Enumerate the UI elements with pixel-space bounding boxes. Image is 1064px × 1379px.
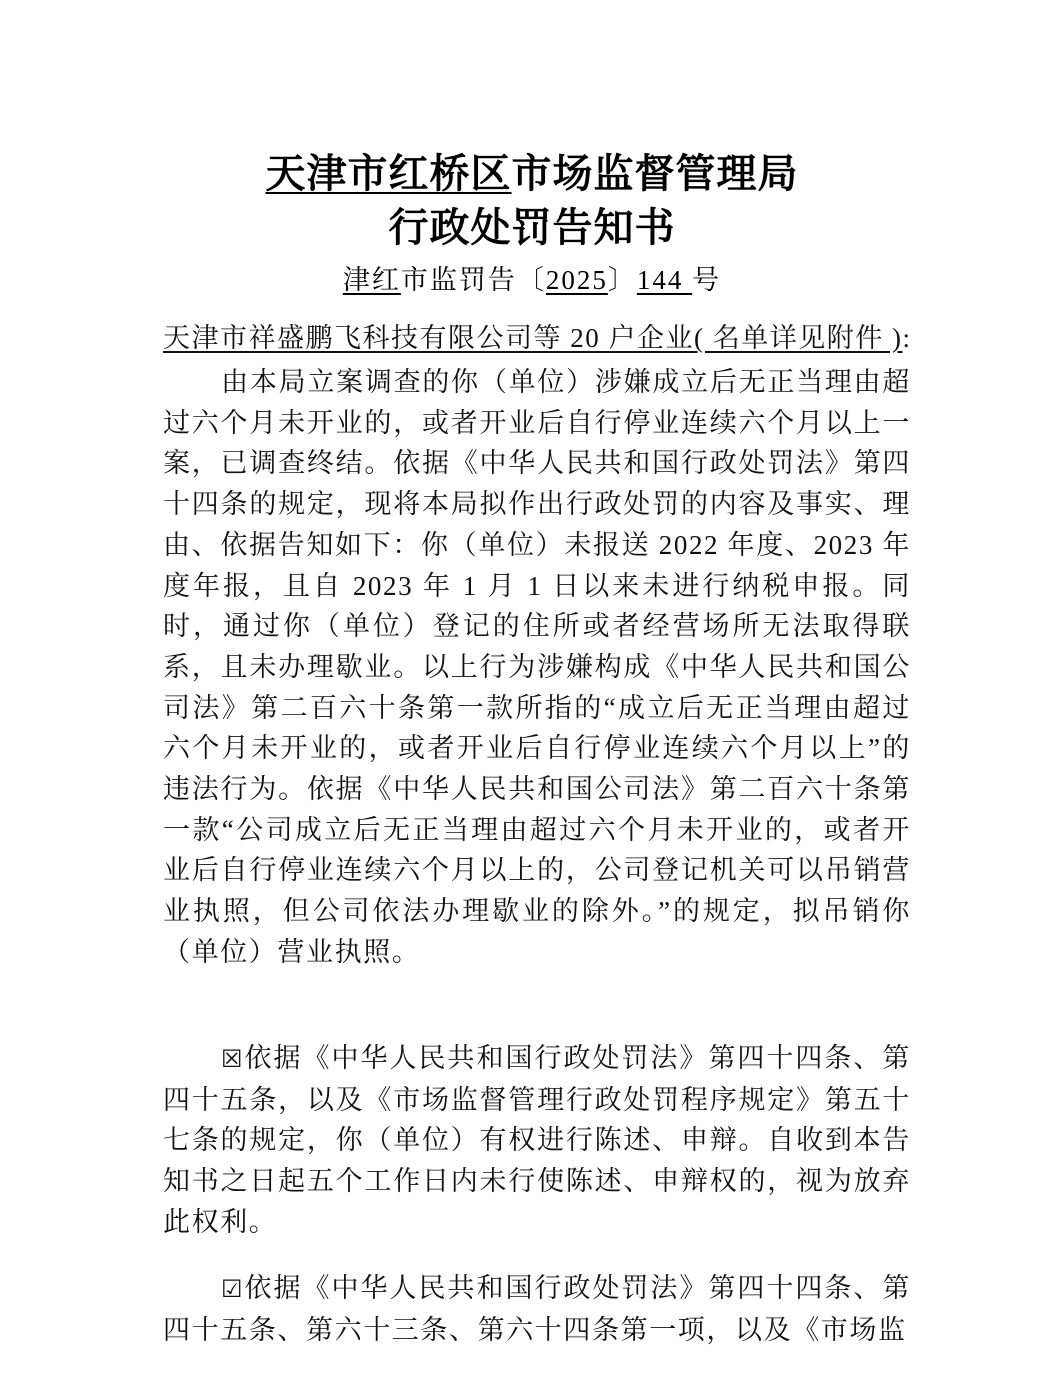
title-agency-rest: 市场监督管理局: [511, 150, 799, 197]
paragraph-right-to-statement: [163, 1038, 911, 1243]
paragraph-hearing-right-text: 依据《中华人民共和国行政处罚法》第四十四条、第四十五条、第六十三条、第六十四条第一项，以及《市场监: [163, 1273, 911, 1345]
document-number: [0, 258, 1064, 297]
document-title-line1: [0, 142, 1064, 199]
document-title-line2: 行政处罚告知书: [388, 204, 676, 251]
docno-prefix: 津红: [342, 265, 401, 295]
docno-number: 144: [636, 265, 693, 295]
docno-middle: 市监罚告〔: [400, 265, 546, 295]
paragraph-facts-text: 由本局立案调查的你（单位）涉嫌成立后无正当理由超过六个月未开业的，或者开业后自行停业连续六个月以上一案，已调查终结。依据《中华人民共和国行政处罚法》第四十四条的规定，现将本局拟作出行政处罚的内容及事实、理由、依据告知如下：你（单位）未报送 2022 年度、2023 年度年报，且自 2023 年 1 月 1 日以来未进行纳税申报。同时，通过你（单位）登记的住所或者经营场所无法取得联系，且未办理歇业。以上行为涉嫌构成《中华人民共和国公司法》第二百六十条第一款所指的“成立后无正当理由超过六个月未开业的，或者开业后自行停业连续六个月以上”的违法行为。依据《中华人民共和国公司法》第二百六十条第一款“公司成立后无正当理由超过六个月未开业的，或者开业后自行停业连续六个月以上的，公司登记机关可以吊销营业执照，但公司依法办理歇业的除外。”的规定，拟吊销你（单位）营业执照。: [163, 367, 911, 967]
docno-suffix: 号: [692, 265, 722, 295]
recipient-name: 天津市祥盛鹏飞科技有限公司等 20 户企业( 名单详见附件 ): [163, 323, 903, 353]
recipient-line: [163, 318, 923, 358]
checkbox-checked-icon: ☑: [221, 1275, 245, 1303]
docno-close: 〕: [607, 265, 637, 295]
docno-year: 2025: [545, 265, 608, 295]
paragraph-facts: [163, 362, 911, 973]
recipient-colon: :: [902, 323, 912, 353]
paragraph-hearing-right: [163, 1268, 911, 1350]
paragraph-right-to-statement-text: 依据《中华人民共和国行政处罚法》第四十四条、第四十五条，以及《市场监督管理行政处罚程序规定》第五十七条的规定，你（单位）有权进行陈述、申辩。自收到本告知书之日起五个工作日内未行使陈述、申辩权的，视为放弃此权利。: [163, 1043, 911, 1237]
title-agency-underlined: 天津市红桥区: [265, 150, 512, 197]
checkbox-x-icon: ☒: [221, 1045, 245, 1073]
